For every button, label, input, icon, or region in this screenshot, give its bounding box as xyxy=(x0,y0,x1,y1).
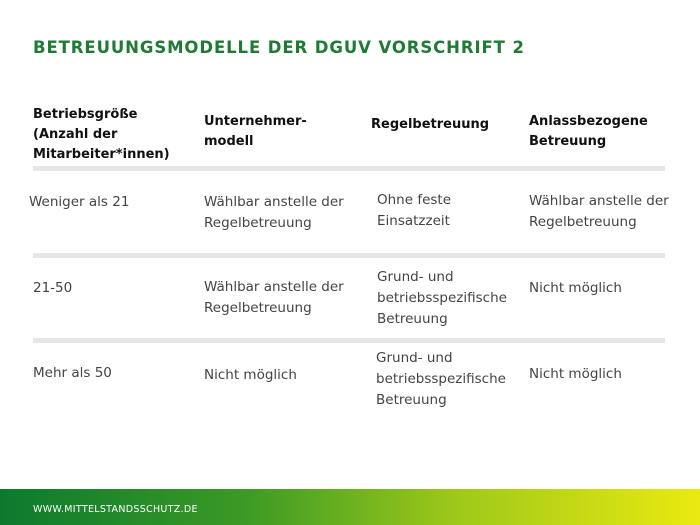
cell-standard-care: Grund- und betriebsspezifische Betreuung xyxy=(377,269,507,327)
cell-occasion-based-care: Wählbar anstelle der Regelbetreuung xyxy=(529,193,669,230)
row-divider xyxy=(33,166,665,171)
header-standard-care: Regelbetreuung xyxy=(371,117,490,132)
footer-website-url: WWW.MITTELSTANDSSCHUTZ.DE xyxy=(33,504,198,515)
header-entrepreneur-model: Unternehmer- modell xyxy=(204,114,307,149)
row-divider xyxy=(33,338,665,343)
cell-company-size: Mehr als 50 xyxy=(33,365,112,381)
cell-entrepreneur-model: Wählbar anstelle der Regelbetreuung xyxy=(204,194,344,231)
row-divider xyxy=(33,253,665,258)
header-occasion-based-care: Anlassbezogene Betreuung xyxy=(529,114,648,149)
cell-standard-care: Ohne feste Einsatzzeit xyxy=(377,192,452,229)
header-company-size: Betriebsgröße (Anzahl der Mitarbeiter*innen) xyxy=(33,107,170,162)
cell-company-size: 21-50 xyxy=(33,280,73,296)
page-title: BETREUUNGSMODELLE DER DGUV VORSCHRIFT 2 xyxy=(33,38,525,57)
cell-entrepreneur-model: Wählbar anstelle der Regelbetreuung xyxy=(204,279,344,316)
cell-standard-care: Grund- und betriebsspezifische Betreuung xyxy=(376,350,506,408)
cell-occasion-based-care: Nicht möglich xyxy=(529,366,622,382)
cell-company-size: Weniger als 21 xyxy=(29,194,130,210)
cell-entrepreneur-model: Nicht möglich xyxy=(204,367,297,383)
cell-occasion-based-care: Nicht möglich xyxy=(529,280,622,296)
